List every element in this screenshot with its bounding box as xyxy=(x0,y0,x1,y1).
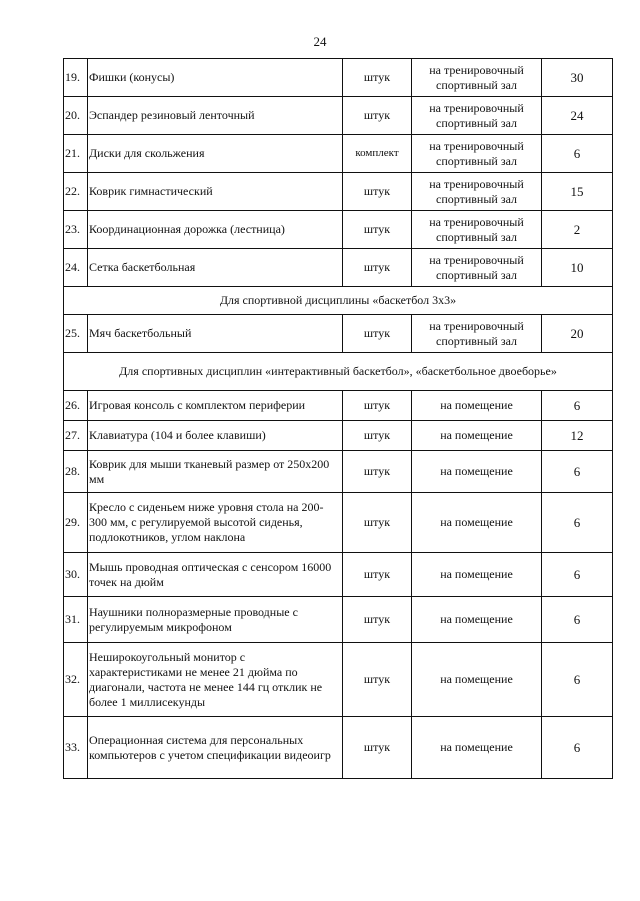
section-header: Для спортивных дисциплин «интерактивный баскетбол», «баскетбольное двоеборье» xyxy=(64,353,613,391)
row-number: 23. xyxy=(64,211,88,249)
unit-cell: штук xyxy=(343,315,412,353)
table-row xyxy=(64,391,613,421)
table-row xyxy=(64,493,613,553)
row-number: 22. xyxy=(64,173,88,211)
placement-cell: на тренировочный спортивный зал xyxy=(412,97,542,135)
placement-cell: на тренировочный спортивный зал xyxy=(412,135,542,173)
table-row xyxy=(64,643,613,717)
item-name: Координационная дорожка (лестница) xyxy=(88,211,343,249)
table-row xyxy=(64,597,613,643)
table-row xyxy=(64,553,613,597)
placement-cell: на тренировочный спортивный зал xyxy=(412,173,542,211)
item-name: Сетка баскетбольная xyxy=(88,249,343,287)
row-number: 20. xyxy=(64,97,88,135)
row-number: 32. xyxy=(64,643,88,717)
item-name: Коврик гимнастический xyxy=(88,173,343,211)
quantity-cell: 20 xyxy=(542,315,613,353)
unit-cell: штук xyxy=(343,211,412,249)
quantity-cell: 6 xyxy=(542,553,613,597)
quantity-cell: 30 xyxy=(542,59,613,97)
item-name: Фишки (конусы) xyxy=(88,59,343,97)
item-name: Кресло с сиденьем ниже уровня стола на 200-300 мм, с регулируемой высотой сиденья, подлокотников, углом наклона xyxy=(88,493,343,553)
row-number: 28. xyxy=(64,451,88,493)
row-number: 25. xyxy=(64,315,88,353)
table-row xyxy=(64,717,613,779)
item-name: Мяч баскетбольный xyxy=(88,315,343,353)
quantity-cell: 24 xyxy=(542,97,613,135)
item-name: Мышь проводная оптическая с сенсором 16000 точек на дюйм xyxy=(88,553,343,597)
unit-cell: штук xyxy=(343,643,412,717)
unit-cell: штук xyxy=(343,553,412,597)
placement-cell: на помещение xyxy=(412,493,542,553)
unit-cell: штук xyxy=(343,451,412,493)
section-header: Для спортивной дисциплины «баскетбол 3х3» xyxy=(64,287,613,315)
row-number: 29. xyxy=(64,493,88,553)
unit-cell: комплект xyxy=(343,135,412,173)
quantity-cell: 2 xyxy=(542,211,613,249)
equipment-table xyxy=(63,58,613,779)
quantity-cell: 6 xyxy=(542,391,613,421)
placement-cell: на тренировочный спортивный зал xyxy=(412,59,542,97)
quantity-cell: 6 xyxy=(542,451,613,493)
row-number: 31. xyxy=(64,597,88,643)
item-name: Наушники полноразмерные проводные с регулируемым микрофоном xyxy=(88,597,343,643)
table-row xyxy=(64,315,613,353)
row-number: 27. xyxy=(64,421,88,451)
row-number: 30. xyxy=(64,553,88,597)
table-row xyxy=(64,249,613,287)
quantity-cell: 10 xyxy=(542,249,613,287)
row-number: 33. xyxy=(64,717,88,779)
placement-cell: на помещение xyxy=(412,421,542,451)
placement-cell: на помещение xyxy=(412,391,542,421)
equipment-table-body xyxy=(64,59,613,779)
item-name: Клавиатура (104 и более клавиши) xyxy=(88,421,343,451)
unit-cell: штук xyxy=(343,173,412,211)
section-header-row xyxy=(64,353,613,391)
quantity-cell: 12 xyxy=(542,421,613,451)
unit-cell: штук xyxy=(343,421,412,451)
table-row xyxy=(64,451,613,493)
item-name: Игровая консоль с комплектом периферии xyxy=(88,391,343,421)
row-number: 26. xyxy=(64,391,88,421)
section-header-row xyxy=(64,287,613,315)
placement-cell: на тренировочный спортивный зал xyxy=(412,249,542,287)
item-name: Коврик для мыши тканевый размер от 250х200 мм xyxy=(88,451,343,493)
unit-cell: штук xyxy=(343,59,412,97)
placement-cell: на тренировочный спортивный зал xyxy=(412,315,542,353)
quantity-cell: 6 xyxy=(542,493,613,553)
table-row xyxy=(64,421,613,451)
item-name: Операционная система для персональных компьютеров с учетом спецификации видеоигр xyxy=(88,717,343,779)
placement-cell: на помещение xyxy=(412,643,542,717)
quantity-cell: 6 xyxy=(542,135,613,173)
unit-cell: штук xyxy=(343,97,412,135)
item-name: Неширокоугольный монитор с характеристиками не менее 21 дюйма по диагонали, частота не менее 144 гц отклик не более 1 миллисекунды xyxy=(88,643,343,717)
unit-cell: штук xyxy=(343,717,412,779)
placement-cell: на помещение xyxy=(412,717,542,779)
table-row xyxy=(64,135,613,173)
unit-cell: штук xyxy=(343,493,412,553)
placement-cell: на тренировочный спортивный зал xyxy=(412,211,542,249)
unit-cell: штук xyxy=(343,249,412,287)
quantity-cell: 6 xyxy=(542,597,613,643)
row-number: 21. xyxy=(64,135,88,173)
quantity-cell: 6 xyxy=(542,643,613,717)
placement-cell: на помещение xyxy=(412,553,542,597)
page-number: 24 xyxy=(313,34,327,49)
quantity-cell: 6 xyxy=(542,717,613,779)
table-row xyxy=(64,97,613,135)
unit-cell: штук xyxy=(343,597,412,643)
unit-cell: штук xyxy=(343,391,412,421)
placement-cell: на помещение xyxy=(412,597,542,643)
quantity-cell: 15 xyxy=(542,173,613,211)
item-name: Эспандер резиновый ленточный xyxy=(88,97,343,135)
item-name: Диски для скольжения xyxy=(88,135,343,173)
table-row xyxy=(64,173,613,211)
row-number: 24. xyxy=(64,249,88,287)
row-number: 19. xyxy=(64,59,88,97)
table-row xyxy=(64,211,613,249)
placement-cell: на помещение xyxy=(412,451,542,493)
table-row xyxy=(64,59,613,97)
